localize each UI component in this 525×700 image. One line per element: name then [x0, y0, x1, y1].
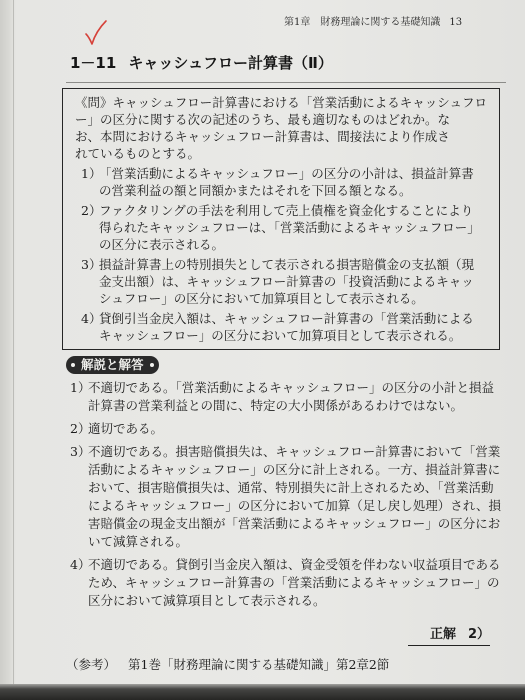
question-line — [75, 94, 491, 111]
answer-1 — [70, 379, 501, 415]
section-number: 1－11 — [70, 54, 117, 72]
answer-line: によるキャッシュフロー」の区分において加算（足し戻し処理）され、損 — [88, 498, 502, 513]
answer-number: 4） — [70, 557, 91, 572]
option-number: 3） — [81, 257, 102, 272]
answer-text — [88, 443, 501, 551]
answer-2 — [70, 420, 501, 438]
option-line: の区分に表示される。 — [99, 237, 225, 252]
header-chapter-title: 第1章 財務理論に関する基礎知識 — [284, 17, 441, 28]
answer-line: 適切である。 — [88, 421, 164, 436]
question-box — [62, 88, 500, 350]
answer-line: 区分において減算項目として表示される。 — [88, 593, 326, 608]
answer-line: 害賠償金の現金支出額が「営業活動によるキャッシュフロー」の区分にお — [88, 516, 501, 531]
option-line: ファクタリングの手法を利用して売上債権を資金化することにより — [99, 203, 474, 218]
correct-answer — [408, 626, 490, 646]
correct-answer-value: 2） — [467, 627, 490, 642]
question-stem — [75, 94, 491, 162]
option-4 — [75, 310, 491, 344]
option-number: 4） — [81, 311, 102, 326]
reference-label: （参考） — [66, 657, 117, 672]
option-3 — [75, 256, 491, 307]
answer-4 — [70, 556, 501, 610]
bullet-dot-icon — [71, 363, 75, 367]
option-line: キャッシュフロー」の区分において加算項目として表示される。 — [99, 328, 462, 343]
page-bottom-shadow — [0, 684, 525, 700]
section-title — [70, 53, 333, 73]
answer-line: いて減算される。 — [88, 534, 189, 549]
answer-line: 不適切である。貸倒引当金戻入額は、資金受領を伴わない収益項目である — [88, 557, 501, 572]
running-header — [284, 16, 462, 30]
option-line: 「営業活動によるキャッシュフロー」の区分の小計は、損益計算書 — [99, 166, 474, 181]
option-number: 1） — [81, 166, 102, 181]
option-number: 2） — [81, 203, 102, 218]
answer-number: 3） — [70, 444, 91, 459]
question-line-text: キャッシュフロー計算書における「営業活動によるキャッシュフロ — [112, 95, 488, 110]
answer-3 — [70, 443, 501, 551]
option-line: 金支出額）は、キャッシュフロー計算書の「投資活動によるキャッ — [99, 274, 474, 289]
answer-text — [88, 556, 501, 610]
answer-line: おいて、損害賠償損失は、通常、特別損失に計上されるため、「営業活動 — [88, 480, 494, 495]
reference-note — [66, 656, 389, 674]
option-line: シュフロー」の区分において加算項目として表示される。 — [99, 291, 424, 306]
explanation-badge-text: 解説と解答 — [81, 357, 144, 372]
page-binding-edge — [13, 0, 14, 684]
answer-line: 不適切である。損害賠償損失は、キャッシュフロー計算書において「営業 — [88, 444, 501, 459]
answer-text — [88, 379, 494, 415]
answer-line: 計算書の営業利益との間に、特定の大小関係があるわけではない。 — [88, 398, 464, 413]
section-title-text: キャッシュフロー計算書（Ⅱ） — [128, 54, 333, 72]
title-divider — [66, 82, 506, 83]
option-1 — [75, 165, 491, 199]
option-text — [99, 256, 474, 307]
option-text — [99, 165, 474, 199]
option-line: 貸倒引当金戻入額は、キャッシュフロー計算書の「営業活動による — [99, 311, 474, 326]
answer-text — [88, 420, 163, 438]
page-number: 13 — [449, 17, 463, 28]
check-mark-icon — [84, 19, 108, 47]
option-line: の営業利益の額と同額かまたはそれを下回る額となる。 — [99, 183, 412, 198]
bullet-dot-icon — [150, 363, 154, 367]
option-2 — [75, 202, 491, 253]
option-text — [99, 310, 474, 344]
explanation-badge — [66, 356, 159, 374]
answer-number: 2） — [70, 421, 91, 436]
correct-answer-label: 正解 — [429, 627, 456, 642]
option-line: 得られたキャッシュフローは、「営業活動によるキャッシュフロー」 — [99, 220, 480, 235]
answer-line: ため、キャッシュフロー計算書の「営業活動によるキャッシュフロー」の — [88, 575, 500, 590]
question-line: れているものとする。 — [75, 146, 201, 161]
question-line: ー」の区分に関する次の記述のうち、最も適切なものはどれか。な — [75, 112, 451, 127]
reference-text: 第1巻「財務理論に関する基礎知識」第2章2節 — [128, 657, 390, 672]
answer-number: 1） — [70, 380, 91, 395]
option-line: 損益計算書上の特別損失として表示される損害賠償金の支払額（現 — [99, 257, 475, 272]
answer-line: 不適切である。「営業活動によるキャッシュフロー」の区分の小計と損益 — [88, 380, 495, 395]
answer-line: 活動によるキャッシュフロー」の区分に計上される。一方、損益計算書に — [88, 462, 501, 477]
question-line: お、本問におけるキャッシュフロー計算書は、間接法により作成さ — [75, 129, 450, 144]
question-label: 《問》 — [75, 95, 113, 110]
option-text — [99, 202, 480, 253]
answer-list — [70, 379, 501, 610]
